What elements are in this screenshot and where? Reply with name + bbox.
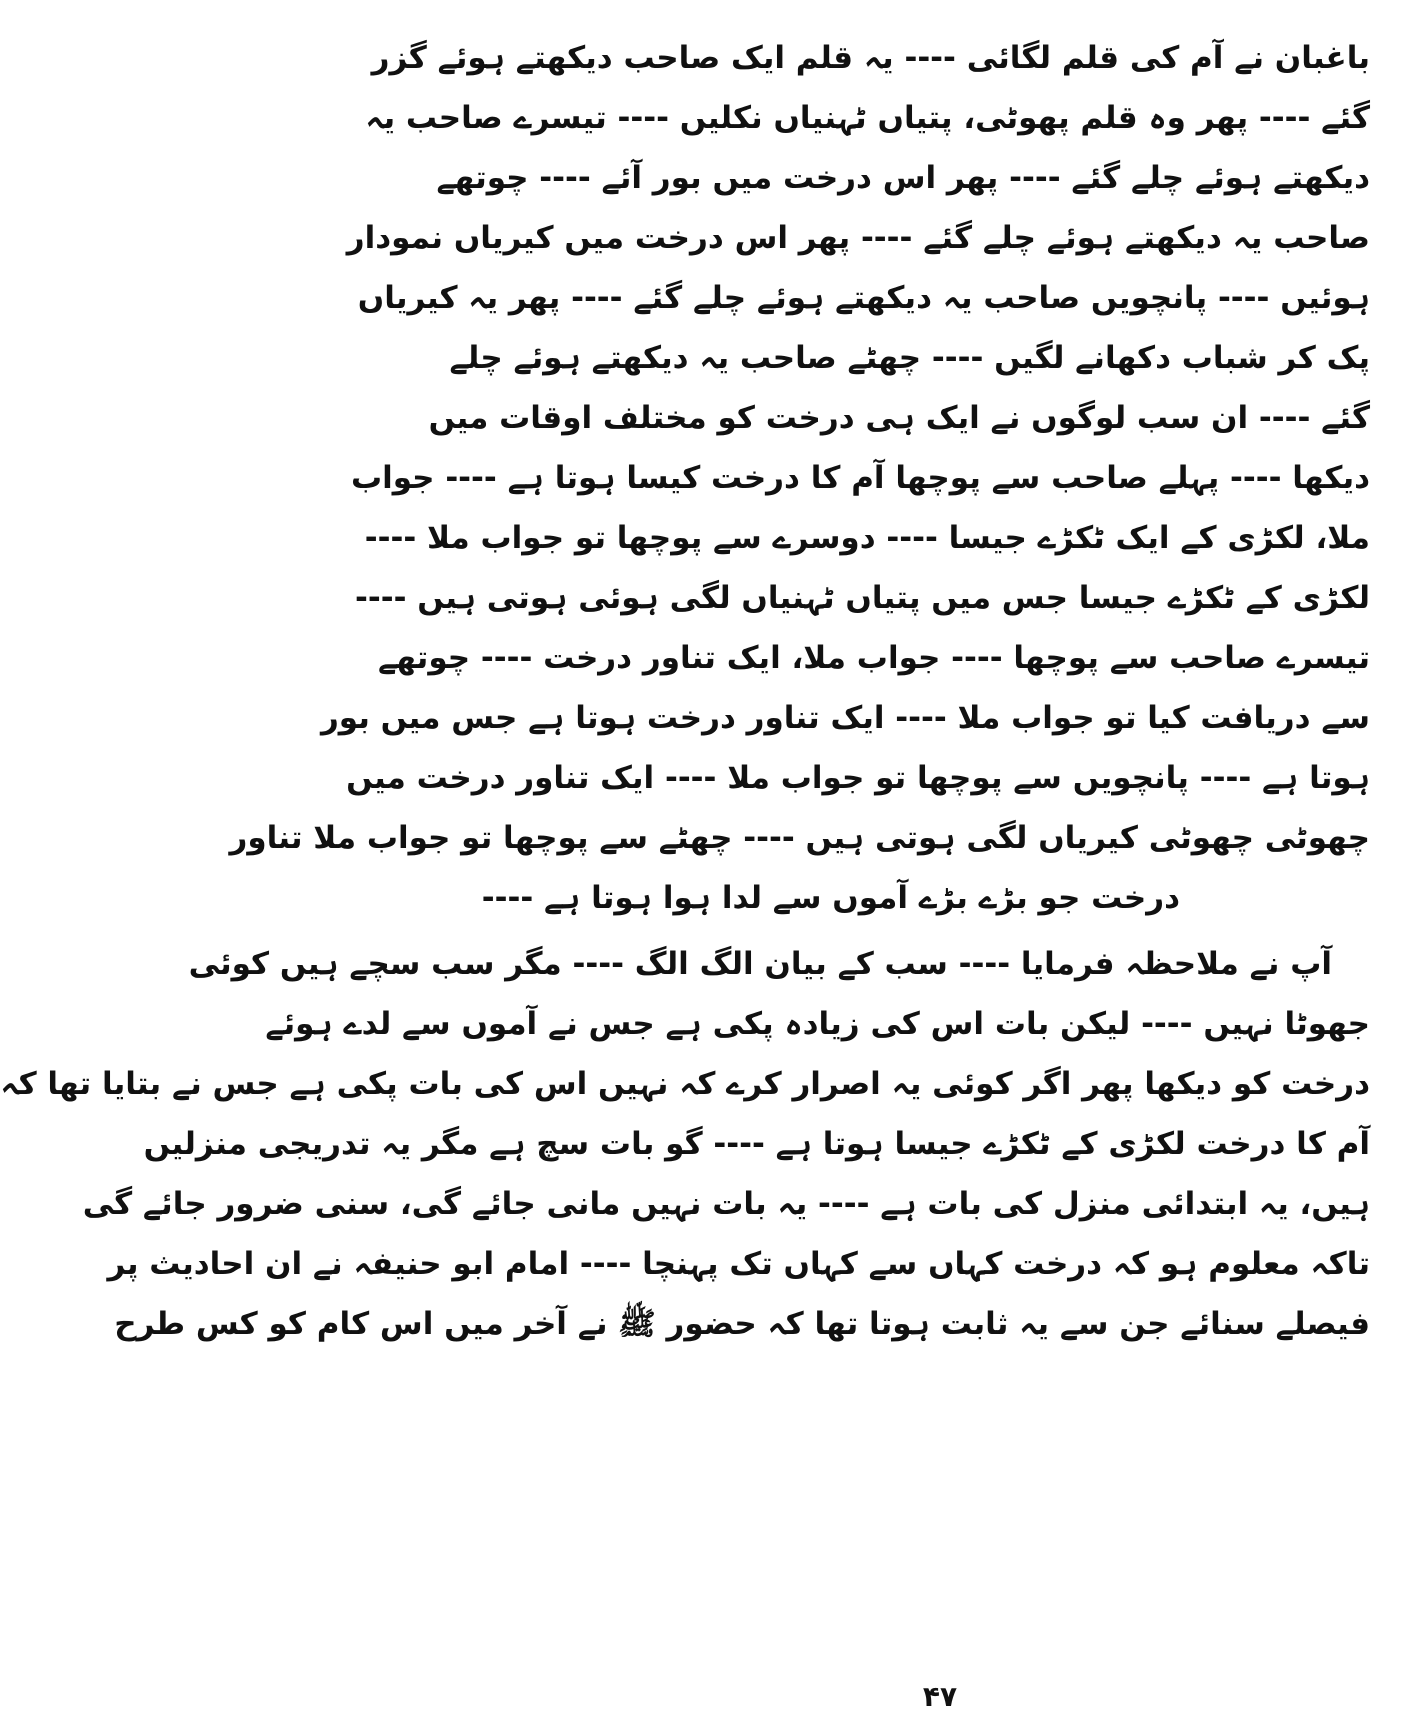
text-line: گئے ---- پھر وہ قلم پھوٹی، پتیاں ٹہنیاں نکلیں ---- تیسرے صاحب یہ [365,100,1370,136]
text-line-first: آپ نے ملاحظہ فرمایا ---- سب کے بیان الگ الگ ---- مگر سب سچے ہیں کوئی [188,946,1332,982]
text-line: درخت کو دیکھا پھر اگر کوئی یہ اصرار کرے کہ نہیں اس کی بات پکی ہے جس نے بتایا تھا کہ [0,1066,1370,1102]
paragraph-mango-tree-observers [229,28,1370,928]
page-number: ۴۷ [922,1680,958,1713]
text-line-last: درخت جو بڑے بڑے آموں سے لدا ہوا ہوتا ہے ---- [481,880,1180,916]
text-line: ہیں، یہ ابتدائی منزل کی بات ہے ---- یہ بات نہیں مانی جائے گی، سنی ضرور جائے گی [82,1186,1370,1222]
text-line: ہوئیں ---- پانچویں صاحب یہ دیکھتے ہوئے چلے گئے ---- پھر یہ کیریاں [357,280,1370,316]
text-line: ہوتا ہے ---- پانچویں سے پوچھا تو جواب ملا ---- ایک تناور درخت میں [346,760,1370,796]
text-line: جھوٹا نہیں ---- لیکن بات اس کی زیادہ پکی ہے جس نے آموں سے لدے ہوئے [265,1006,1370,1042]
text-line: سے دریافت کیا تو جواب ملا ---- ایک تناور درخت ہوتا ہے جس میں بور [320,700,1370,736]
text-line: ملا، لکڑی کے ایک ٹکڑے جیسا ---- دوسرے سے پوچھا تو جواب ملا ---- [364,520,1370,556]
text-line: آم کا درخت لکڑی کے ٹکڑے جیسا ہوتا ہے ---- گو بات سچ ہے مگر یہ تدریجی منزلیں [143,1126,1370,1162]
text-line: چھوٹی چھوٹی کیریاں لگی ہوتی ہیں ---- چھٹے سے پوچھا تو جواب ملا تناور [229,820,1370,856]
book-page [0,28,1370,1668]
text-line: پک کر شباب دکھانے لگیں ---- چھٹے صاحب یہ دیکھتے ہوئے چلے [449,340,1370,376]
text-line: تیسرے صاحب سے پوچھا ---- جواب ملا، ایک تناور درخت ---- چوتھے [378,640,1370,676]
text-line: گئے ---- ان سب لوگوں نے ایک ہی درخت کو مختلف اوقات میں [428,400,1370,436]
text-line: باغبان نے آم کی قلم لگائی ---- یہ قلم ایک صاحب دیکھتے ہوئے گزر [371,40,1370,76]
text-line: فیصلے سنائے جن سے یہ ثابت ہوتا تھا کہ حضور ﷺ نے آخر میں اس کام کو کس طرح [114,1306,1370,1342]
text-line: دیکھتے ہوئے چلے گئے ---- پھر اس درخت میں بور آئے ---- چوتھے [436,160,1370,196]
text-line: لکڑی کے ٹکڑے جیسا جس میں پتیاں ٹہنیاں لگی ہوئی ہوتی ہیں ---- [355,580,1370,616]
paragraph-all-true-statements [0,934,1370,1354]
text-line: صاحب یہ دیکھتے ہوئے چلے گئے ---- پھر اس درخت میں کیریاں نمودار [346,220,1370,256]
text-line: تاکہ معلوم ہو کہ درخت کہاں سے کہاں تک پہنچا ---- امام ابو حنیفہ نے ان احادیث پر [107,1246,1370,1282]
text-line: دیکھا ---- پہلے صاحب سے پوچھا آم کا درخت کیسا ہوتا ہے ---- جواب [350,460,1370,496]
